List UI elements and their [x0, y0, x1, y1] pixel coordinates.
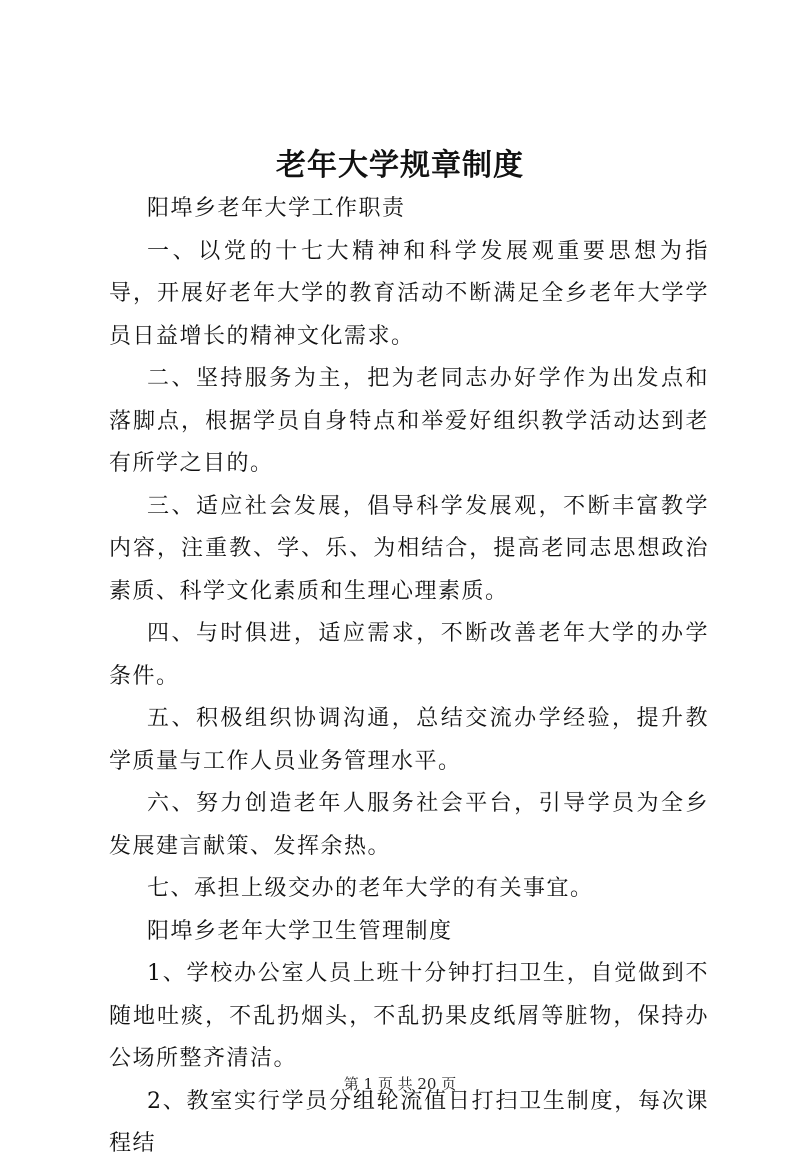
section-heading-duties: 阳埠乡老年大学工作职责 — [147, 196, 406, 221]
section-heading-hygiene: 阳埠乡老年大学卫生管理制度 — [147, 918, 453, 944]
paragraph-item-5: 五、积极组织协调沟通，总结交流办学经验，提升教学质量与工作人员业务管理水平。 — [109, 706, 709, 774]
paragraph-item-7: 七、承担上级交办的老年大学的有关事宜。 — [147, 876, 594, 901]
paragraph-item-6: 六、努力创造老年人服务社会平台，引导学员为全乡发展建言献策、发挥余热。 — [109, 791, 709, 859]
page-number-footer: 第 1 页 共 20 页 — [343, 1075, 457, 1093]
paragraph-item-3: 三、适应社会发展，倡导科学发展观，不断丰富教学内容，注重教、学、乐、为相结合，提高老同志思想政治素质、科学文化素质和生理心理素质。 — [109, 493, 709, 604]
paragraph-hygiene-2: 2、教室实行学员分组轮流值日打扫卫生制度，每次课程结 — [109, 1088, 709, 1156]
paragraph-item-1: 一、以党的十七大精神和科学发展观重要思想为指导，开展好老年大学的教育活动不断满足全乡老年大学学员日益增长的精神文化需求。 — [109, 238, 709, 349]
paragraph-item-4: 四、与时俱进，适应需求，不断改善老年大学的办学条件。 — [109, 621, 709, 689]
paragraph-hygiene-1: 1、学校办公室人员上班十分钟打扫卫生，自觉做到不随地吐痰，不乱扔烟头，不乱扔果皮纸屑等脏物，保持办公场所整齐清洁。 — [109, 961, 709, 1071]
paragraph-item-2: 二、坚持服务为主，把为老同志办好学作为出发点和落脚点，根据学员自身特点和举爱好组织教学活动达到老有所学之目的。 — [109, 366, 709, 476]
document-title: 老年大学规章制度 — [276, 148, 524, 183]
document-body — [109, 188, 709, 1166]
